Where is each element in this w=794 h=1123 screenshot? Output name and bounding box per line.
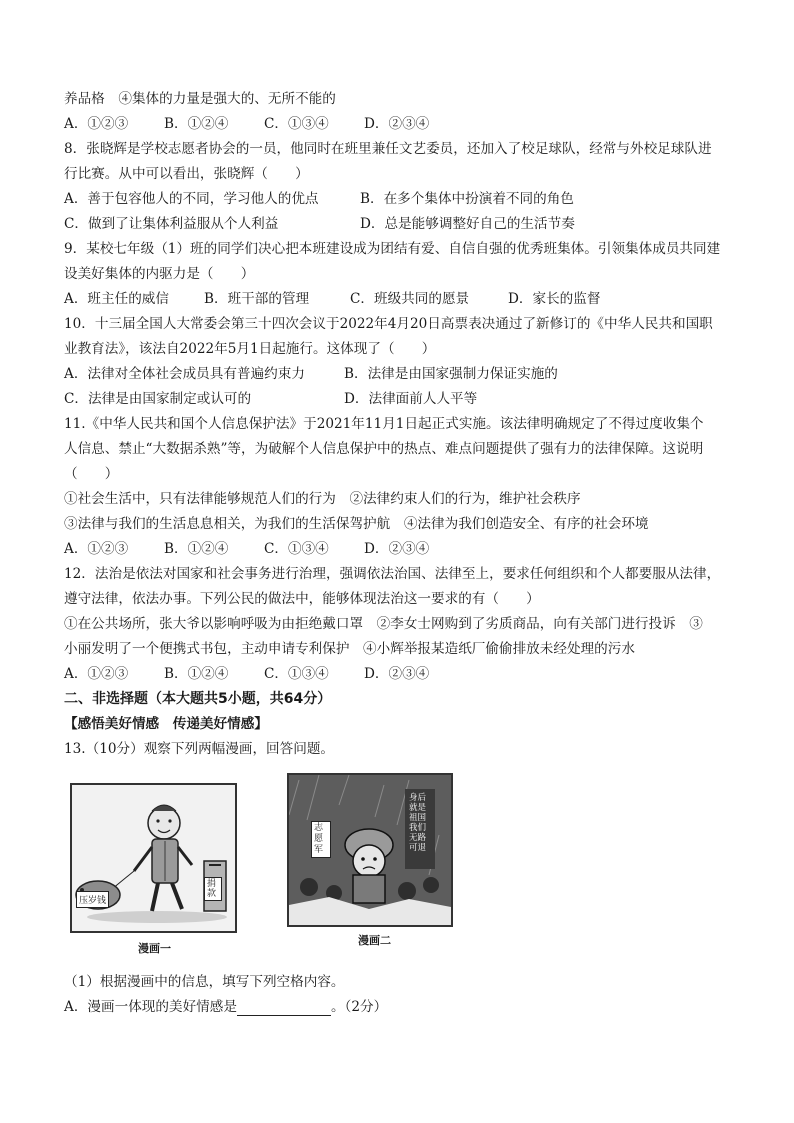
q7-tail: 养品格 ④集体的力量是强大的、无所不能的: [64, 91, 336, 107]
option-d[interactable]: D．家长的监督: [508, 291, 601, 307]
q12-stem-2: 遵守法律，依法办事。下列公民的做法中，能够体现法治这一要求的有（ ）: [64, 591, 540, 607]
piggy-bank-label: 压岁钱: [76, 891, 109, 908]
option-c[interactable]: C．法律是由国家制定或认可的: [64, 391, 252, 407]
option-b[interactable]: B．在多个集体中扮演着不同的角色: [360, 191, 574, 207]
option-c[interactable]: C．班级共同的愿景: [350, 291, 470, 307]
q8-stem: 8．张晓辉是学校志愿者协会的一员，他同时在班里兼任文艺委员，还加入了校足球队，经常与外校足球队进: [64, 141, 712, 157]
option-a[interactable]: A．班主任的威信: [64, 291, 169, 307]
q11-statements-1: ①社会生活中，只有法律能够规范人们的行为 ②法律约束人们的行为，维护社会秩序: [64, 491, 581, 507]
option-b[interactable]: B．法律是由国家强制力保证实施的: [344, 366, 558, 382]
cartoon-1-drawing: [72, 785, 235, 931]
volunteer-army-label: 志愿军: [311, 821, 331, 858]
cartoon-2-caption: 漫画二: [358, 934, 391, 947]
answer-blank[interactable]: [237, 1001, 331, 1016]
q12-options: [64, 665, 464, 683]
option-d[interactable]: D．②③④: [364, 541, 430, 557]
q11-options: [64, 540, 464, 558]
q8-stem-2: 行比赛。从中可以看出，张晓辉（ ）: [64, 166, 309, 182]
q10-stem-2: 业教育法》，该法自2022年5月1日起施行。这体现了（ ）: [64, 341, 436, 357]
option-d[interactable]: D．总是能够调整好自己的生活节奏: [360, 216, 575, 232]
option-a[interactable]: A．善于包容他人的不同，学习他人的优点: [64, 191, 319, 207]
cartoon-2: [287, 773, 453, 927]
option-d[interactable]: D．法律面前人人平等: [344, 391, 478, 407]
section-heading: 二、非选择题（本大题共5小题，共64分）: [64, 691, 332, 707]
q12-stem: 12．法治是依法对国家和社会事务进行治理，强调依法治国、法律至上，要求任何组织和个人都要服从法律，: [64, 566, 721, 582]
q12-statements-2: 小丽发明了一个便携式书包，主动申请专利保护 ④小辉举报某造纸厂偷偷排放未经处理的污水: [64, 641, 635, 657]
q13-part-a-points: 。（2分）: [330, 999, 388, 1015]
option-a[interactable]: A．①②③: [64, 116, 129, 132]
q13-stem: 13.（10分）观察下列两幅漫画，回答问题。: [64, 741, 335, 757]
q13-sub-question: （1）根据漫画中的信息，填写下列空格内容。: [64, 974, 345, 990]
option-b[interactable]: B．①②④: [164, 541, 229, 557]
q13-part-a: [64, 998, 387, 1016]
q11-stem-2: 人信息、禁止“大数据杀熟”等，为破解个人信息保护中的热点、难点问题提供了强有力的法律保障。这说明: [64, 441, 704, 457]
q7-options: [64, 115, 464, 133]
q11-stem: 11.《中华人民共和国个人信息保护法》于2021年11月1日起正式实施。该法律明确规定了不得过度收集个: [64, 416, 704, 432]
option-b[interactable]: B．①②④: [164, 116, 229, 132]
q10-options-row1: [64, 365, 558, 383]
cartoon-1: [70, 783, 237, 933]
q9-options: [64, 290, 600, 308]
option-c[interactable]: C．做到了让集体利益服从个人利益: [64, 216, 279, 232]
q10-stem: 10．十三届全国人大常委会第三十四次会议于2022年4月20日高票表决通过了新修订的《中华人民共和国职: [64, 316, 713, 332]
option-b[interactable]: B．班干部的管理: [204, 291, 310, 307]
donation-box-label: 捐款: [204, 877, 222, 901]
option-a[interactable]: A．①②③: [64, 541, 129, 557]
q11-statements-2: ③法律与我们的生活息息相关，为我们的生活保驾护航 ④法律为我们创造安全、有序的社会环境: [64, 516, 649, 532]
cartoon-1-caption: 漫画一: [138, 942, 171, 955]
q8-options-row2: [64, 215, 575, 233]
option-c[interactable]: C．①③④: [264, 666, 329, 682]
option-d[interactable]: D．②③④: [364, 666, 430, 682]
q9-stem: 9．某校七年级（1）班的同学们决心把本班建设成为团结有爱、自信自强的优秀班集体。引领集体成员共同建: [64, 241, 721, 257]
option-a[interactable]: A．①②③: [64, 666, 129, 682]
option-b[interactable]: B．①②④: [164, 666, 229, 682]
banner-text: 身后就是祖国 我们无路可退: [409, 793, 427, 853]
theme-heading: 【感悟美好情感 传递美好情感】: [64, 716, 268, 732]
q8-options-row1: [64, 190, 574, 208]
q11-stem-3: （ ）: [64, 466, 119, 482]
option-a[interactable]: A．法律对全体社会成员具有普遍约束力: [64, 366, 305, 382]
q12-statements-1: ①在公共场所，张大爷以影响呼吸为由拒绝戴口罩 ②李女士网购到了劣质商品，向有关部门进行投诉 ③: [64, 616, 703, 632]
option-c[interactable]: C．①③④: [264, 116, 329, 132]
q10-options-row2: [64, 390, 477, 408]
option-d[interactable]: D．②③④: [364, 116, 430, 132]
option-c[interactable]: C．①③④: [264, 541, 329, 557]
q13-part-a-text: A．漫画一体现的美好情感是: [64, 999, 237, 1015]
q9-stem-2: 设美好集体的内驱力是（ ）: [64, 266, 255, 282]
